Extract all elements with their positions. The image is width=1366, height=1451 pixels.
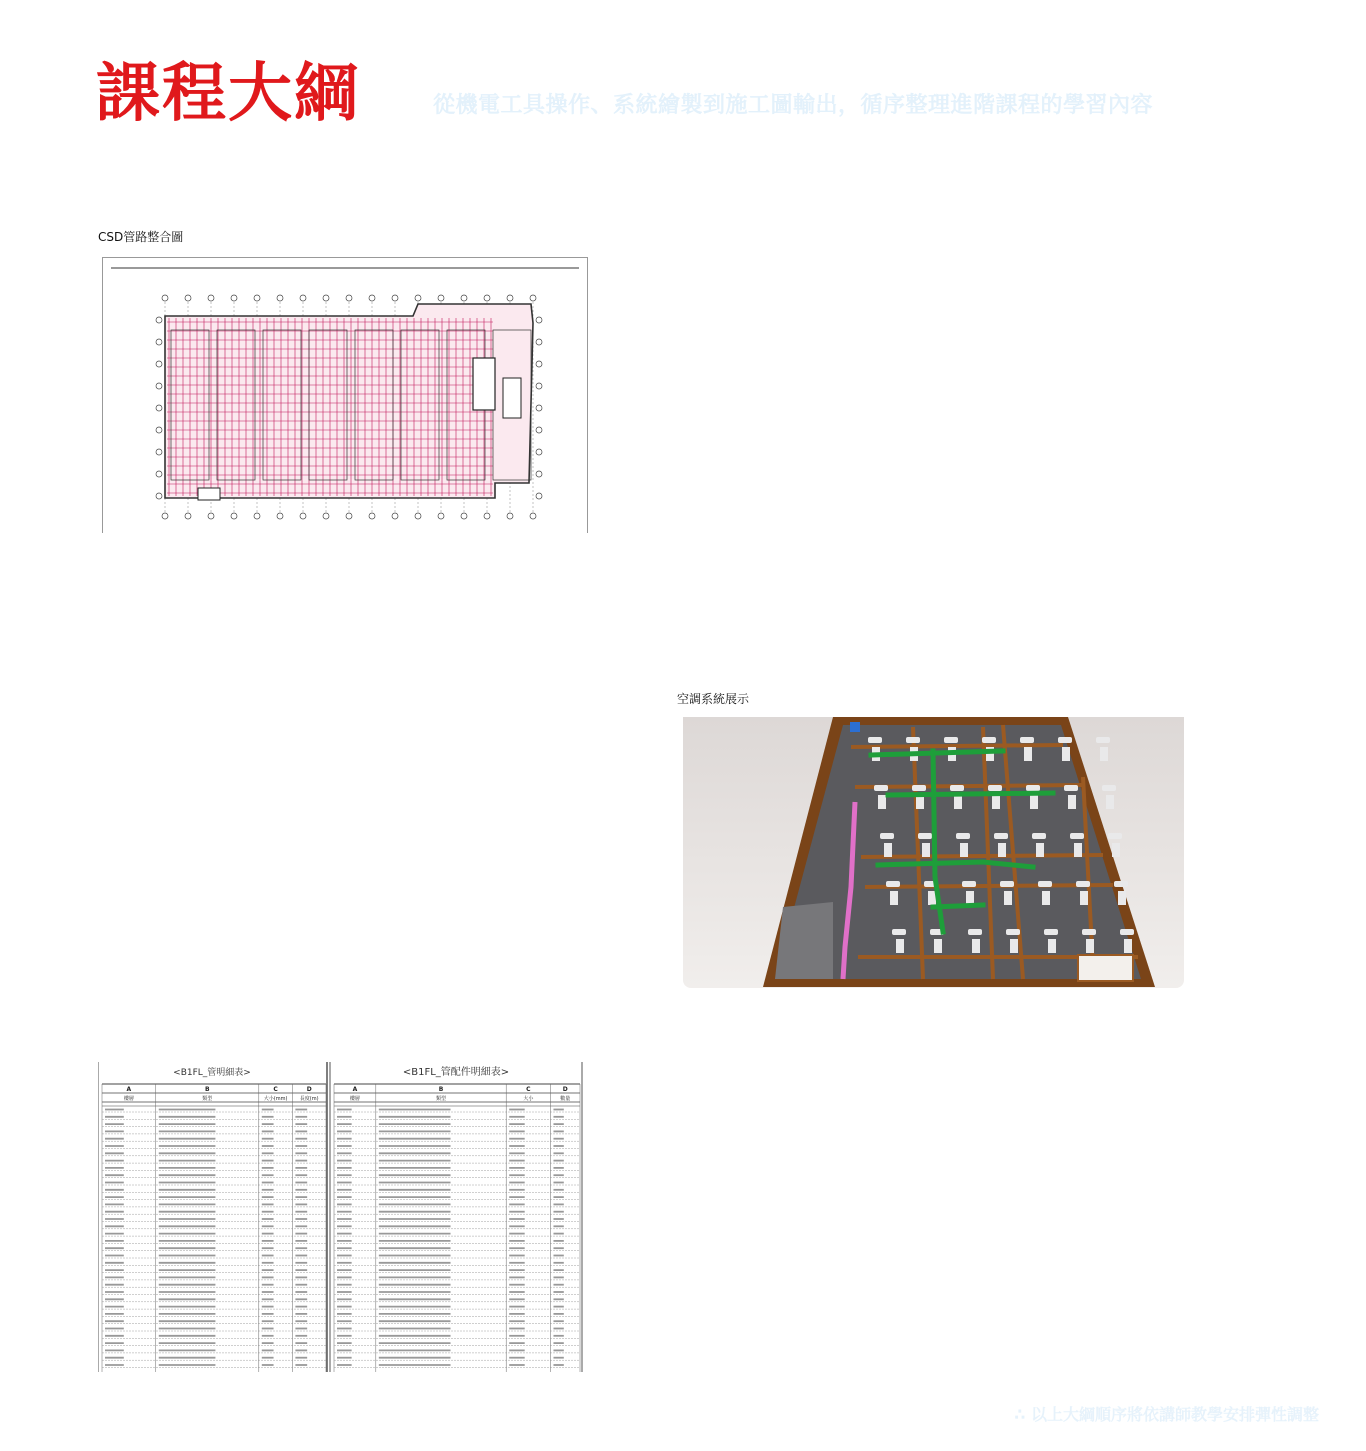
- ac-unit: [968, 929, 982, 935]
- grid-bubble: [536, 383, 542, 389]
- ac-duct: [1118, 891, 1126, 905]
- grid-bubble: [346, 295, 352, 301]
- ac-unit: [868, 737, 882, 743]
- ac-duct: [1062, 747, 1070, 761]
- ac-unit: [982, 737, 996, 743]
- column-letter: C: [526, 1086, 531, 1093]
- grid-bubble: [277, 295, 283, 301]
- csd-drawing: [102, 257, 588, 533]
- ac-unit: [1076, 881, 1090, 887]
- grid-bubble: [185, 295, 191, 301]
- grid-bubble: [156, 317, 162, 323]
- grid-bubble: [415, 513, 421, 519]
- ac-duct: [1112, 843, 1120, 857]
- column-header: 樓層: [349, 1096, 360, 1102]
- grid-bubble: [530, 295, 536, 301]
- ac-duct: [1024, 747, 1032, 761]
- grid-bubble: [461, 295, 467, 301]
- grid-bubble: [536, 449, 542, 455]
- grid-bubble: [156, 471, 162, 477]
- ac-unit: [1120, 929, 1134, 935]
- ac-unit: [988, 785, 1002, 791]
- grid-bubble: [438, 513, 444, 519]
- grid-bubble: [323, 295, 329, 301]
- grid-bubble: [507, 513, 513, 519]
- grid-bubble: [156, 383, 162, 389]
- ac-duct: [1036, 843, 1044, 857]
- hvac-caption: 空調系統展示: [677, 692, 750, 706]
- grid-bubble: [156, 339, 162, 345]
- ac-unit: [1102, 785, 1116, 791]
- grid-bubble: [156, 493, 162, 499]
- ac-duct: [1080, 891, 1088, 905]
- ac-unit: [1044, 929, 1058, 935]
- ac-unit: [1114, 881, 1128, 887]
- wall: [861, 855, 1103, 857]
- grid-bubble: [231, 513, 237, 519]
- ac-unit: [912, 785, 926, 791]
- hvac-render: [683, 717, 1184, 988]
- grid-bubble: [484, 295, 490, 301]
- column-letter: B: [438, 1086, 444, 1093]
- schedule-image: [98, 1062, 583, 1372]
- footer-note: ∴ 以上大綱順序將依講師教學安排彈性調整: [1014, 1405, 1319, 1424]
- ac-duct: [960, 843, 968, 857]
- ac-unit: [880, 833, 894, 839]
- wall: [855, 785, 1083, 787]
- ac-unit: [956, 833, 970, 839]
- ac-duct: [1074, 843, 1082, 857]
- ac-duct: [954, 795, 962, 809]
- ac-unit: [944, 737, 958, 743]
- grid-bubble: [536, 405, 542, 411]
- grid-bubble: [536, 471, 542, 477]
- grid-bubble: [507, 295, 513, 301]
- grid-bubble: [536, 339, 542, 345]
- ac-duct: [1030, 795, 1038, 809]
- ac-duct: [928, 891, 936, 905]
- column-header: 類型: [436, 1096, 447, 1102]
- ac-unit: [962, 881, 976, 887]
- grid-bubble: [369, 513, 375, 519]
- grid-bubble: [231, 295, 237, 301]
- grid-bubble: [392, 295, 398, 301]
- grid-bubble: [254, 513, 260, 519]
- ac-duct: [922, 843, 930, 857]
- grid-bubble: [438, 295, 444, 301]
- column-header: 大小(mm): [263, 1096, 288, 1102]
- page-title: 課程大綱: [96, 57, 360, 131]
- ac-duct: [992, 795, 1000, 809]
- ac-duct: [890, 891, 898, 905]
- ac-unit: [1000, 881, 1014, 887]
- page-subtitle: 從機電工具操作、系統繪製到施工圖輸出，循序整理進階課程的學習內容: [433, 93, 1154, 118]
- csd-caption: CSD管路整合圖: [98, 230, 184, 244]
- grid-bubble: [254, 295, 260, 301]
- ac-duct: [966, 891, 974, 905]
- grid-bubble: [369, 295, 375, 301]
- ac-duct: [1010, 939, 1018, 953]
- ac-unit: [1058, 737, 1072, 743]
- ac-unit: [874, 785, 888, 791]
- grid-bubble: [300, 513, 306, 519]
- grid-bubble: [156, 405, 162, 411]
- ac-unit: [1020, 737, 1034, 743]
- grid-bubble: [392, 513, 398, 519]
- ac-duct: [896, 939, 904, 953]
- column-letter: A: [126, 1086, 132, 1093]
- column-letter: D: [562, 1086, 568, 1093]
- ac-unit: [892, 929, 906, 935]
- ac-duct: [1004, 891, 1012, 905]
- ac-duct: [1068, 795, 1076, 809]
- grid-bubble: [185, 513, 191, 519]
- ac-duct: [1042, 891, 1050, 905]
- column-letter: A: [352, 1086, 358, 1093]
- right-table-title: <B1FL_管配件明細表>: [402, 1067, 510, 1078]
- column-header: 類型: [202, 1096, 213, 1102]
- column-letter: B: [204, 1086, 210, 1093]
- ac-duct: [1048, 939, 1056, 953]
- ac-unit: [1006, 929, 1020, 935]
- grid-bubble: [208, 513, 214, 519]
- ac-duct: [884, 843, 892, 857]
- ac-duct: [934, 939, 942, 953]
- grid-bubble: [484, 513, 490, 519]
- ac-duct: [1086, 939, 1094, 953]
- column-header: 數量: [560, 1096, 571, 1102]
- ac-unit: [1038, 881, 1052, 887]
- grid-bubble: [530, 513, 536, 519]
- grid-bubble: [162, 513, 168, 519]
- hvac-3d-model: [683, 717, 1184, 988]
- grid-bubble: [415, 295, 421, 301]
- column-header: 樓層: [123, 1096, 134, 1102]
- ac-unit: [1096, 737, 1110, 743]
- grid-bubble: [536, 361, 542, 367]
- ac-duct: [1106, 795, 1114, 809]
- csd-floorplan: [103, 258, 587, 533]
- ac-unit: [1064, 785, 1078, 791]
- left-table-title: <B1FL_管明細表>: [173, 1068, 251, 1078]
- ac-duct: [1100, 747, 1108, 761]
- grid-bubble: [300, 295, 306, 301]
- grid-bubble: [536, 493, 542, 499]
- column-letter: D: [306, 1086, 312, 1093]
- ac-duct: [878, 795, 886, 809]
- ac-unit: [994, 833, 1008, 839]
- ac-unit: [1082, 929, 1096, 935]
- ac-unit: [1032, 833, 1046, 839]
- grid-bubble: [162, 295, 168, 301]
- ac-unit: [918, 833, 932, 839]
- ac-unit: [1108, 833, 1122, 839]
- ac-unit: [886, 881, 900, 887]
- ac-unit: [1026, 785, 1040, 791]
- ac-duct: [972, 939, 980, 953]
- grid-bubble: [208, 295, 214, 301]
- ac-duct: [1124, 939, 1132, 953]
- grid-bubble: [346, 513, 352, 519]
- wall: [851, 745, 1063, 747]
- column-header: 長度(m): [299, 1096, 319, 1102]
- ac-unit: [950, 785, 964, 791]
- grid-bubble: [156, 449, 162, 455]
- grid-bubble: [156, 361, 162, 367]
- ac-unit: [1070, 833, 1084, 839]
- schedule-tables: [98, 1062, 583, 1372]
- grid-bubble: [461, 513, 467, 519]
- grid-bubble: [156, 427, 162, 433]
- grid-bubble: [277, 513, 283, 519]
- grid-bubble: [536, 317, 542, 323]
- grid-bubble: [323, 513, 329, 519]
- ac-unit: [906, 737, 920, 743]
- ac-duct: [998, 843, 1006, 857]
- grid-bubble: [536, 427, 542, 433]
- column-letter: C: [273, 1086, 278, 1093]
- column-header: 大小: [523, 1096, 534, 1102]
